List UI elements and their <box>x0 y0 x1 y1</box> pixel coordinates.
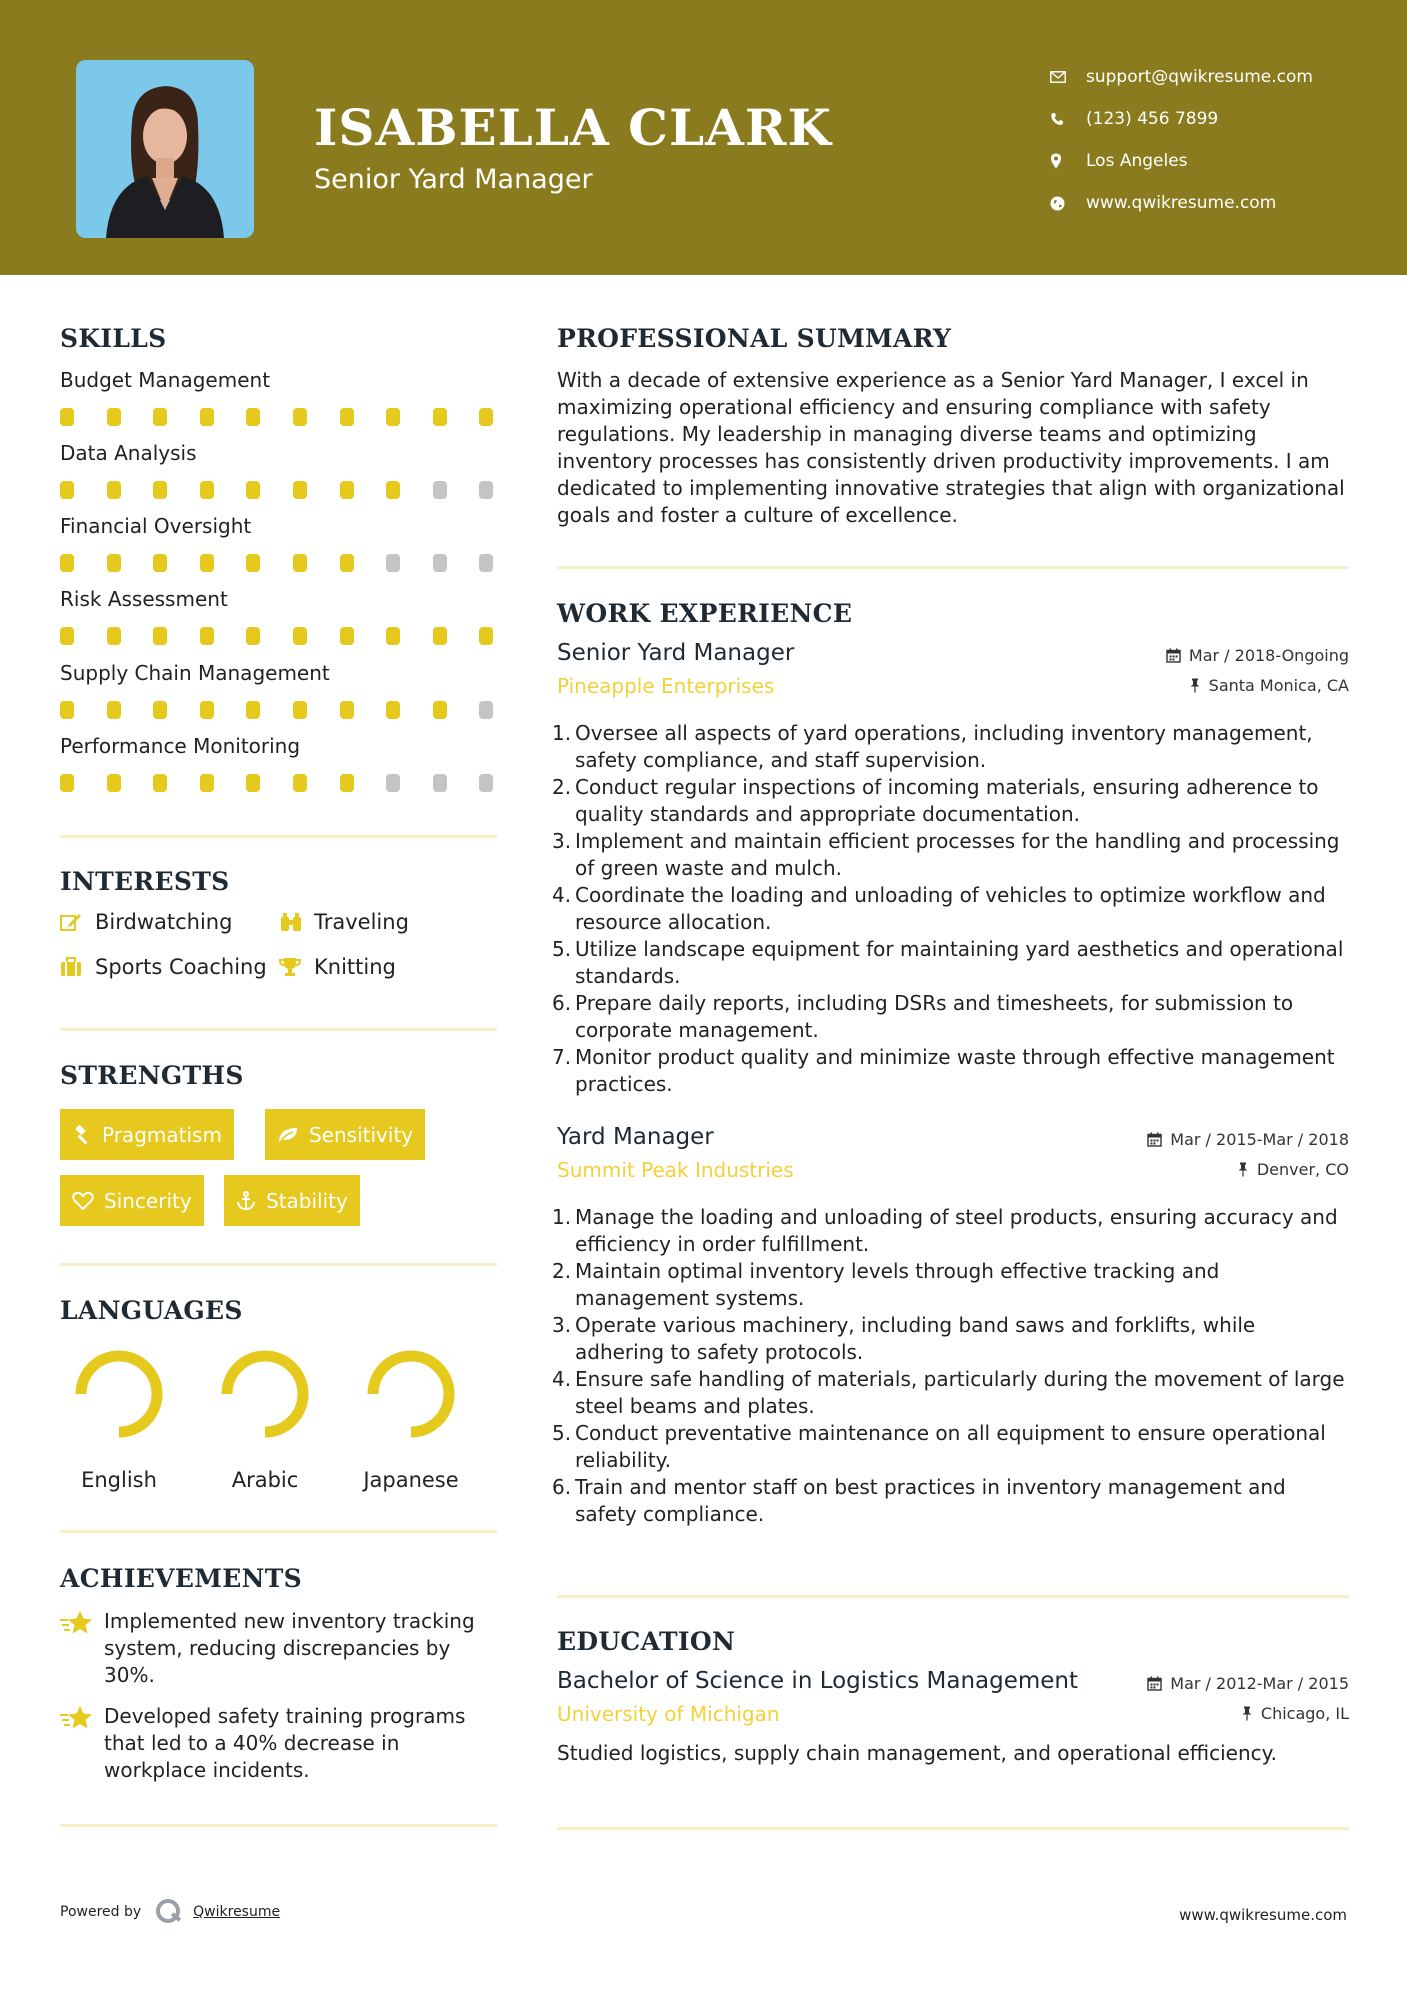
education-entry <box>557 1668 1349 1767</box>
rating-dot-empty <box>479 701 493 719</box>
job-entry <box>552 640 1349 1098</box>
achievement-item <box>60 1703 500 1784</box>
rating-dot-filled <box>246 774 260 792</box>
bullet-text: Manage the loading and unloading of steel products, ensuring accuracy and efficiency in order fulfillment. <box>575 1205 1338 1256</box>
resume-header <box>0 0 1407 275</box>
job-entry <box>552 1124 1349 1528</box>
list-item: 3. Operate various machinery, including band saws and forklifts, while adhering to safety protocols. <box>552 1313 1256 1364</box>
list-item: 2. Maintain optimal inventory levels through effective tracking and management systems. <box>552 1259 1220 1310</box>
section-divider <box>60 1028 497 1031</box>
location-pin-icon <box>1050 153 1086 169</box>
rating-dot-filled <box>246 481 260 499</box>
rating-dot-filled <box>293 627 307 645</box>
candidate-name: ISABELLA CLARK <box>314 98 832 157</box>
strength-label: Sincerity <box>104 1188 192 1213</box>
contact-list <box>1050 56 1313 224</box>
bullet-text: Utilize landscape equipment for maintaining yard aesthetics and operational standards. <box>575 937 1344 988</box>
rating-dot-filled <box>200 554 214 572</box>
rating-dot-filled <box>386 408 400 426</box>
skill-label: Risk Assessment <box>60 587 228 611</box>
rating-dot-filled <box>107 554 121 572</box>
skill-rating <box>60 701 500 721</box>
rating-dot-filled <box>246 554 260 572</box>
rating-dot-filled <box>479 627 493 645</box>
language-label: Japanese <box>363 1468 459 1492</box>
bullet-text: Prepare daily reports, including DSRs and timesheets, for submission to corporate management. <box>575 991 1294 1042</box>
interest-label: Sports Coaching <box>95 955 267 979</box>
pushpin-icon <box>1237 1162 1249 1177</box>
calendar-icon <box>1147 1676 1162 1691</box>
rating-dot-empty <box>386 774 400 792</box>
phone-icon <box>1050 112 1086 126</box>
qwikresume-link[interactable]: Qwikresume <box>193 1904 281 1920</box>
job-bullets <box>552 720 1349 1098</box>
language-gauge <box>219 1348 311 1440</box>
rating-dot-filled <box>340 554 354 572</box>
anchor-icon <box>236 1191 256 1211</box>
rating-dot-filled <box>433 408 447 426</box>
skill-item <box>60 514 500 574</box>
strength-badge <box>60 1175 204 1226</box>
calendar-icon <box>1166 648 1181 663</box>
rating-dot-filled <box>107 627 121 645</box>
rating-dot-empty <box>433 481 447 499</box>
job-location-text: Denver, CO <box>1256 1160 1349 1179</box>
skill-label: Supply Chain Management <box>60 661 330 685</box>
rating-dot-filled <box>200 627 214 645</box>
summary-text: With a decade of extensive experience as a Senior Yard Manager, I excel in maximizing operational efficiency and ensuring compliance with safety regulations. My leadership in managing diverse teams and optimizing inventory processes has consistently driven productivity improvements. I am dedicated to implementing innovative strategies that align with organizational goals and foster a culture of excellence. <box>557 368 1345 527</box>
pencil-edit-icon <box>60 912 95 932</box>
contact-location-text: Los Angeles <box>1086 151 1188 171</box>
skill-item <box>60 587 500 647</box>
rating-dot-filled <box>200 481 214 499</box>
rating-dot-filled <box>340 774 354 792</box>
rating-dot-filled <box>386 701 400 719</box>
rating-dot-empty <box>479 481 493 499</box>
rating-dot-filled <box>153 774 167 792</box>
rating-dot-filled <box>153 408 167 426</box>
skill-rating <box>60 481 500 501</box>
list-item: 5. Conduct preventative maintenance on all equipment to ensure operational reliability. <box>552 1421 1326 1472</box>
skill-item <box>60 368 500 428</box>
achievement-text: Implemented new inventory tracking system, reducing discrepancies by 30%. <box>104 1609 475 1687</box>
rating-dot-filled <box>200 774 214 792</box>
achievement-text: Developed safety training programs that led to a 40% decrease in workplace incidents. <box>104 1704 466 1782</box>
rating-dot-filled <box>340 408 354 426</box>
experience-section <box>552 599 1349 1528</box>
job-date-text: Mar / 2018-Ongoing <box>1188 646 1349 665</box>
globe-icon <box>1050 196 1086 211</box>
rating-dot-filled <box>293 701 307 719</box>
rating-dot-filled <box>107 701 121 719</box>
language-item <box>351 1348 471 1492</box>
skill-label: Budget Management <box>60 368 271 392</box>
rating-dot-filled <box>153 627 167 645</box>
skill-rating <box>60 408 500 428</box>
gavel-icon <box>72 1125 92 1145</box>
interest-label: Knitting <box>314 955 396 979</box>
strength-badge <box>60 1109 234 1160</box>
contact-email[interactable] <box>1050 56 1313 98</box>
envelope-icon <box>1050 71 1086 83</box>
bullet-text: Monitor product quality and minimize waste through effective management practices. <box>575 1045 1335 1096</box>
interest-item <box>60 910 232 934</box>
section-divider <box>557 1595 1349 1598</box>
rating-dot-filled <box>433 627 447 645</box>
bullet-text: Operate various machinery, including band saws and forklifts, while adhering to safety protocols. <box>575 1313 1256 1364</box>
section-divider <box>60 1530 497 1533</box>
interests-heading: INTERESTS <box>60 867 230 896</box>
calendar-icon <box>1147 1132 1162 1147</box>
education-heading: EDUCATION <box>557 1627 736 1656</box>
rating-dot-empty <box>386 554 400 572</box>
rating-dot-filled <box>246 408 260 426</box>
star-icon <box>60 1608 104 1689</box>
skill-rating <box>60 774 500 794</box>
rating-dot-filled <box>479 408 493 426</box>
bullet-text: Implement and maintain efficient processes for the handling and processing of green waste and mulch. <box>575 829 1340 880</box>
contact-location <box>1050 140 1313 182</box>
job-date-text: Mar / 2015-Mar / 2018 <box>1170 1130 1349 1149</box>
rating-dot-filled <box>246 627 260 645</box>
job-location <box>1237 1160 1349 1179</box>
language-arc <box>81 1356 157 1432</box>
degree-title: Bachelor of Science in Logistics Management <box>557 1668 1079 1694</box>
education-date <box>1147 1674 1349 1693</box>
interest-label: Traveling <box>314 910 409 934</box>
experience-heading: WORK EXPERIENCE <box>557 599 853 628</box>
rating-dot-filled <box>340 701 354 719</box>
trophy-icon <box>279 957 314 977</box>
section-divider <box>60 1824 497 1827</box>
rating-dot-filled <box>60 481 74 499</box>
language-item <box>59 1348 179 1492</box>
rating-dot-filled <box>200 408 214 426</box>
footer-powered-by <box>60 1898 280 1926</box>
rating-dot-empty <box>479 554 493 572</box>
strength-badge <box>265 1109 425 1160</box>
rating-dot-filled <box>60 627 74 645</box>
job-title: Senior Yard Manager <box>557 640 795 666</box>
list-item: 4. Coordinate the loading and unloading of vehicles to optimize workflow and resource allocation. <box>552 883 1326 934</box>
skill-item <box>60 734 500 794</box>
rating-dot-filled <box>386 627 400 645</box>
star-icon <box>60 1703 104 1784</box>
contact-phone-text: (123) 456 7899 <box>1086 109 1219 129</box>
rating-dot-empty <box>433 554 447 572</box>
rating-dot-filled <box>107 774 121 792</box>
language-arc <box>373 1356 449 1432</box>
rating-dot-filled <box>153 701 167 719</box>
binoculars-icon <box>279 912 314 932</box>
list-item: 5. Utilize landscape equipment for maintaining yard aesthetics and operational standards. <box>552 937 1344 988</box>
rating-dot-filled <box>60 408 74 426</box>
education-section <box>557 1627 1349 1767</box>
education-description: Studied logistics, supply chain management, and operational efficiency. <box>557 1741 1277 1765</box>
section-divider <box>60 1263 497 1266</box>
rating-dot-filled <box>246 701 260 719</box>
leaf-icon <box>277 1126 299 1144</box>
job-location <box>1189 676 1349 695</box>
list-item: 3. Implement and maintain efficient processes for the handling and processing of green waste and mulch. <box>552 829 1340 880</box>
list-item: 7. Monitor product quality and minimize waste through effective management practices. <box>552 1045 1335 1096</box>
section-divider <box>557 566 1349 569</box>
job-date <box>1147 1130 1349 1149</box>
list-item: 1. Manage the loading and unloading of steel products, ensuring accuracy and efficiency in order fulfillment. <box>552 1205 1338 1256</box>
bullet-text: Ensure safe handling of materials, particularly during the movement of large steel beams and plates. <box>575 1367 1345 1418</box>
rating-dot-filled <box>200 701 214 719</box>
job-company: Summit Peak Industries <box>557 1158 794 1182</box>
bullet-text: Train and mentor staff on best practices in inventory management and safety compliance. <box>575 1475 1286 1526</box>
interest-item <box>279 910 409 934</box>
list-item: 1. Oversee all aspects of yard operations, including inventory management, safety compliance, and staff supervision. <box>552 721 1313 772</box>
profile-photo <box>76 60 254 238</box>
interest-item <box>279 955 396 979</box>
list-item: 4. Ensure safe handling of materials, particularly during the movement of large steel beams and plates. <box>552 1367 1345 1418</box>
list-item: 6. Prepare daily reports, including DSRs and timesheets, for submission to corporate management. <box>552 991 1294 1042</box>
strength-label: Sensitivity <box>309 1122 414 1147</box>
rating-dot-empty <box>433 774 447 792</box>
section-divider <box>60 835 497 838</box>
rating-dot-filled <box>340 481 354 499</box>
languages-heading: LANGUAGES <box>60 1296 243 1325</box>
list-item: 6. Train and mentor staff on best practices in inventory management and safety compliance. <box>552 1475 1286 1526</box>
language-arc <box>227 1356 303 1432</box>
strengths-heading: STRENGTHS <box>60 1061 244 1090</box>
language-gauge <box>365 1348 457 1440</box>
contact-email-text: support@qwikresume.com <box>1086 67 1313 87</box>
contact-phone[interactable] <box>1050 98 1313 140</box>
bullet-text: Conduct preventative maintenance on all equipment to ensure operational reliability. <box>575 1421 1326 1472</box>
rating-dot-filled <box>60 701 74 719</box>
rating-dot-filled <box>293 554 307 572</box>
job-bullets <box>552 1204 1349 1528</box>
education-date-text: Mar / 2012-Mar / 2015 <box>1170 1674 1349 1693</box>
skill-label: Financial Oversight <box>60 514 252 538</box>
rating-dot-filled <box>107 408 121 426</box>
rating-dot-filled <box>433 701 447 719</box>
strength-badge <box>224 1175 360 1226</box>
rating-dot-filled <box>293 408 307 426</box>
language-label: English <box>81 1468 157 1492</box>
list-item: 2. Conduct regular inspections of incoming materials, ensuring adherence to quality standards and appropriate documentation. <box>552 775 1319 826</box>
contact-website[interactable] <box>1050 182 1313 224</box>
summary-heading: PROFESSIONAL SUMMARY <box>557 324 952 353</box>
education-location-text: Chicago, IL <box>1260 1704 1349 1723</box>
candidate-role: Senior Yard Manager <box>314 164 593 195</box>
interest-item <box>60 955 267 979</box>
powered-by-label: Powered by <box>60 1904 142 1920</box>
skills-heading: SKILLS <box>60 324 167 353</box>
pushpin-icon <box>1189 678 1201 693</box>
qwikresume-logo-icon <box>155 1898 185 1926</box>
bullet-text: Coordinate the loading and unloading of vehicles to optimize workflow and resource allocation. <box>575 883 1326 934</box>
skill-label: Performance Monitoring <box>60 734 301 758</box>
rating-dot-filled <box>153 481 167 499</box>
achievement-item <box>60 1608 500 1689</box>
language-item <box>205 1348 325 1492</box>
skill-label: Data Analysis <box>60 441 197 465</box>
language-gauge <box>73 1348 165 1440</box>
rating-dot-filled <box>293 774 307 792</box>
language-label: Arabic <box>231 1468 299 1492</box>
pushpin-icon <box>1241 1706 1253 1721</box>
job-date <box>1166 646 1349 665</box>
skill-rating <box>60 627 500 647</box>
job-title: Yard Manager <box>557 1124 714 1150</box>
briefcase-icon <box>60 957 95 977</box>
rating-dot-filled <box>340 627 354 645</box>
bullet-text: Oversee all aspects of yard operations, including inventory management, safety compliance, and staff supervision. <box>575 721 1313 772</box>
skill-item <box>60 661 500 721</box>
portrait-image <box>76 60 254 238</box>
skill-item <box>60 441 500 501</box>
rating-dot-filled <box>107 481 121 499</box>
job-company: Pineapple Enterprises <box>557 674 775 698</box>
skill-rating <box>60 554 500 574</box>
interest-label: Birdwatching <box>95 910 233 934</box>
footer-website[interactable]: www.qwikresume.com <box>1179 1906 1347 1924</box>
bullet-text: Conduct regular inspections of incoming materials, ensuring adherence to quality standards and appropriate documentation. <box>575 775 1319 826</box>
rating-dot-filled <box>60 554 74 572</box>
rating-dot-filled <box>386 481 400 499</box>
strength-label: Stability <box>266 1188 348 1213</box>
heart-icon <box>72 1191 94 1211</box>
rating-dot-empty <box>479 774 493 792</box>
strength-label: Pragmatism <box>102 1122 222 1147</box>
summary-section <box>557 324 1349 529</box>
achievements-heading: ACHIEVEMENTS <box>60 1564 302 1593</box>
education-location <box>1241 1704 1349 1723</box>
section-divider <box>557 1827 1349 1830</box>
bullet-text: Maintain optimal inventory levels through effective tracking and management systems. <box>575 1259 1220 1310</box>
rating-dot-filled <box>60 774 74 792</box>
contact-website-text: www.qwikresume.com <box>1086 193 1277 213</box>
job-location-text: Santa Monica, CA <box>1208 676 1349 695</box>
rating-dot-filled <box>293 481 307 499</box>
rating-dot-filled <box>153 554 167 572</box>
school-name: University of Michigan <box>557 1702 780 1726</box>
